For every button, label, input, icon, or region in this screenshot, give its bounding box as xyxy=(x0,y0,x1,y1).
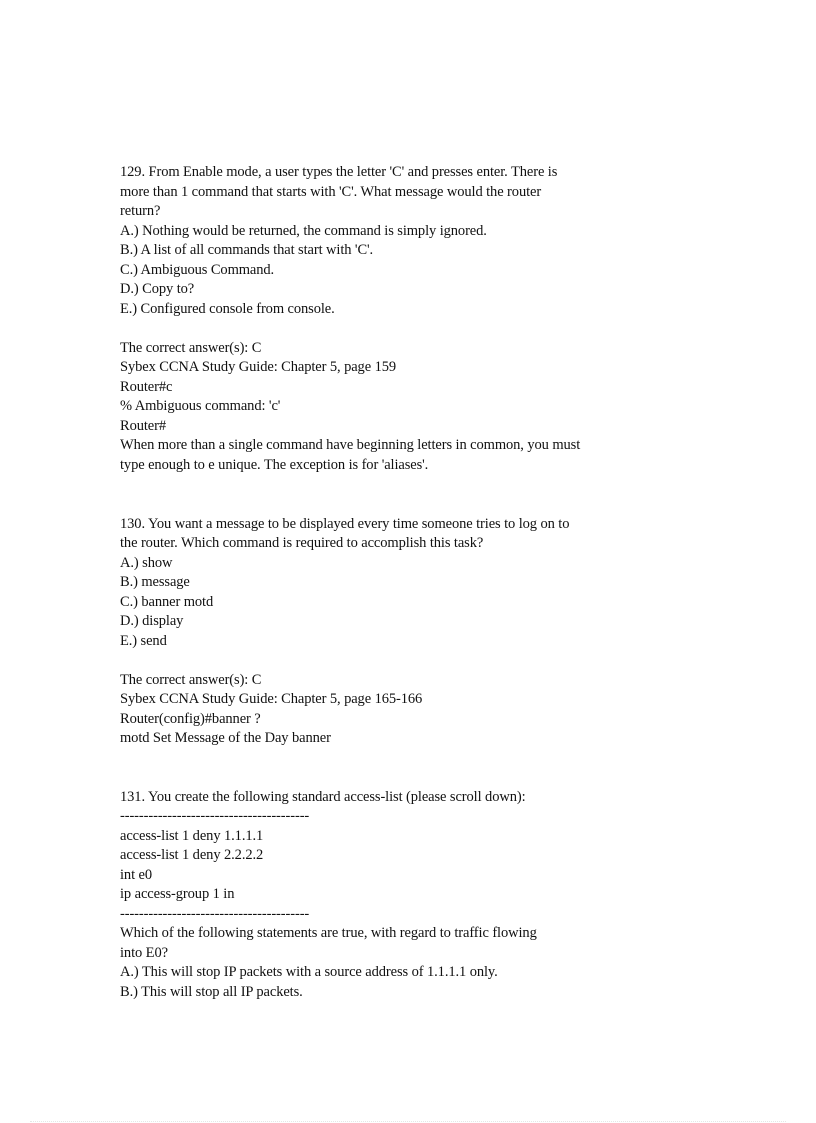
question-130 xyxy=(120,515,680,749)
spacer xyxy=(120,475,680,514)
option-c: C.) Ambiguous Command. xyxy=(120,261,275,278)
question-129 xyxy=(120,163,680,475)
explanation-line: % Ambiguous command: 'c' xyxy=(120,398,281,414)
divider-line: ---------------------------------------- xyxy=(120,905,310,922)
question-text-line: more than 1 command that starts with 'C'. What message would the router xyxy=(120,183,542,200)
reference-line: Sybex CCNA Study Guide: Chapter 5, page 159 xyxy=(120,359,397,375)
reference-line: Sybex CCNA Study Guide: Chapter 5, page 165-166 xyxy=(120,691,423,707)
config-line: access-list 1 deny 1.1.1.1 xyxy=(120,827,264,844)
spacer xyxy=(120,749,680,788)
correct-answer: The correct answer(s): C xyxy=(120,671,262,688)
divider-line: ---------------------------------------- xyxy=(120,808,310,824)
question-text-line: the router. Which command is required to accomplish this task? xyxy=(120,535,484,551)
option-e: E.) Configured console from console. xyxy=(120,300,335,317)
config-line: int e0 xyxy=(120,866,153,883)
question-text-line: into E0? xyxy=(120,944,168,961)
option-a: A.) This will stop IP packets with a source address of 1.1.1.1 only. xyxy=(120,964,498,980)
explanation-line: When more than a single command have beginning letters in common, you must xyxy=(120,437,581,453)
page-bottom-divider xyxy=(30,1121,786,1122)
explanation-line: Router(config)#banner ? xyxy=(120,710,261,727)
question-text-line: Which of the following statements are true, with regard to traffic flowing xyxy=(120,925,537,941)
option-b: B.) message xyxy=(120,574,190,590)
question-text-line: 131. You create the following standard access-list (please scroll down): xyxy=(120,788,526,805)
question-text-line: 129. From Enable mode, a user types the letter 'C' and presses enter. There is xyxy=(120,164,558,180)
option-b: B.) A list of all commands that start with 'C'. xyxy=(120,242,374,258)
question-text-line: 130. You want a message to be displayed every time someone tries to log on to xyxy=(120,515,570,532)
option-a: A.) Nothing would be returned, the command is simply ignored. xyxy=(120,222,487,239)
document-body xyxy=(120,163,680,1002)
explanation-line: Router#c xyxy=(120,378,173,395)
option-a: A.) show xyxy=(120,554,173,571)
option-d: D.) Copy to? xyxy=(120,281,195,297)
explanation-line: Router# xyxy=(120,417,167,434)
option-b: B.) This will stop all IP packets. xyxy=(120,983,303,1000)
option-e: E.) send xyxy=(120,632,167,649)
option-c: C.) banner motd xyxy=(120,593,214,610)
explanation-line: motd Set Message of the Day banner xyxy=(120,730,331,746)
config-line: ip access-group 1 in xyxy=(120,886,235,902)
spacer xyxy=(120,319,680,339)
spacer xyxy=(120,651,680,671)
explanation-line: type enough to e unique. The exception is for 'aliases'. xyxy=(120,456,429,473)
option-d: D.) display xyxy=(120,613,184,629)
config-line: access-list 1 deny 2.2.2.2 xyxy=(120,847,264,863)
correct-answer: The correct answer(s): C xyxy=(120,339,262,356)
question-text-line: return? xyxy=(120,203,161,219)
question-131 xyxy=(120,788,680,1003)
